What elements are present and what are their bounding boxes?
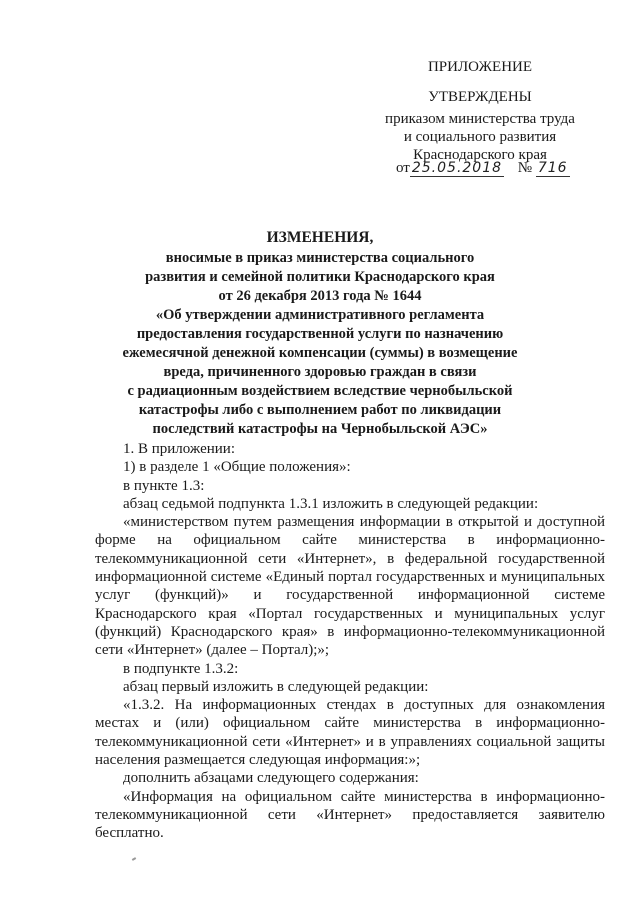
body-paragraph: дополнить абзацами следующего содержания:	[123, 770, 419, 787]
title-line: последствий катастрофы на Чернобыльской АЭС»	[152, 421, 488, 437]
title-line: от 26 декабря 2013 года № 1644	[218, 288, 422, 304]
title-line: ежемесячной денежной компенсации (суммы) в возмещение	[122, 345, 518, 361]
title-main: ИЗМЕНЕНИЯ,	[266, 229, 374, 246]
document-body	[95, 440, 605, 843]
approval-line: приказом министерства труда	[385, 111, 575, 127]
title-line: с радиационным воздействием вследствие чернобыльской	[127, 383, 513, 399]
approval-line: Краснодарского края	[413, 147, 547, 163]
title-line: вреда, причиненного здоровью граждан в связи	[163, 364, 477, 380]
date-prefix: от	[396, 160, 410, 176]
approval-line: и социального развития	[403, 129, 557, 145]
approval-block	[370, 58, 590, 164]
order-date-number	[396, 158, 596, 178]
title-line: развития и семейной политики Краснодарского края	[145, 269, 495, 285]
body-paragraph: абзац седьмой подпункта 1.3.1 изложить в следующей редакции:	[123, 495, 539, 512]
title-line: предоставления государственной услуги по назначению	[136, 326, 504, 342]
body-paragraph: «Информация на официальном сайте министерства в информационно-телекоммуникационной сети «Интернет» предоставляется заявителю бесплатно.	[95, 788, 605, 842]
appendix-heading: ПРИЛОЖЕНИЕ	[427, 59, 533, 75]
scan-speck	[132, 857, 136, 861]
approved-heading: УТВЕРЖДЕНЫ	[428, 89, 532, 105]
body-paragraph: 1) в разделе 1 «Общие положения»:	[123, 459, 351, 476]
body-paragraph: «1.3.2. На информационных стендах в доступных для ознакомления местах и (или) официальном сайте министерства в информационно-телекоммуникационной сети «Интернет» и в управлениях социальной защиты населения размещается следующая информация:»;	[95, 697, 605, 769]
document-title	[100, 228, 540, 439]
body-paragraph: «министерством путем размещения информации в открытой и доступной форме на официальном сайте министерства в информационно-телекоммуникационной сети «Интернет», в федеральной государственной информационной системе «Единый портал государственных и муниципальных услуг (функций)» и государственной информационной системе Краснодарского края «Портал государственных и муниципальных услуг (функций) Краснодарского края» в информационно-телекоммуникационной сети «Интернет» (далее – Портал);»;	[95, 514, 605, 659]
title-line: «Об утверждении административного регламента	[155, 307, 485, 323]
title-line: катастрофы либо с выполнением работ по ликвидации	[138, 402, 502, 418]
body-paragraph: в пункте 1.3:	[123, 477, 205, 494]
order-number: 716	[537, 160, 568, 176]
title-line: вносимые в приказ министерства социального	[165, 250, 475, 266]
body-paragraph: в подпункте 1.3.2:	[123, 660, 239, 677]
number-label: №	[517, 160, 533, 176]
body-paragraph: абзац первый изложить в следующей редакции:	[123, 678, 429, 695]
order-date: 25.05.2018	[411, 160, 503, 176]
body-paragraph: 1. В приложении:	[123, 441, 235, 457]
